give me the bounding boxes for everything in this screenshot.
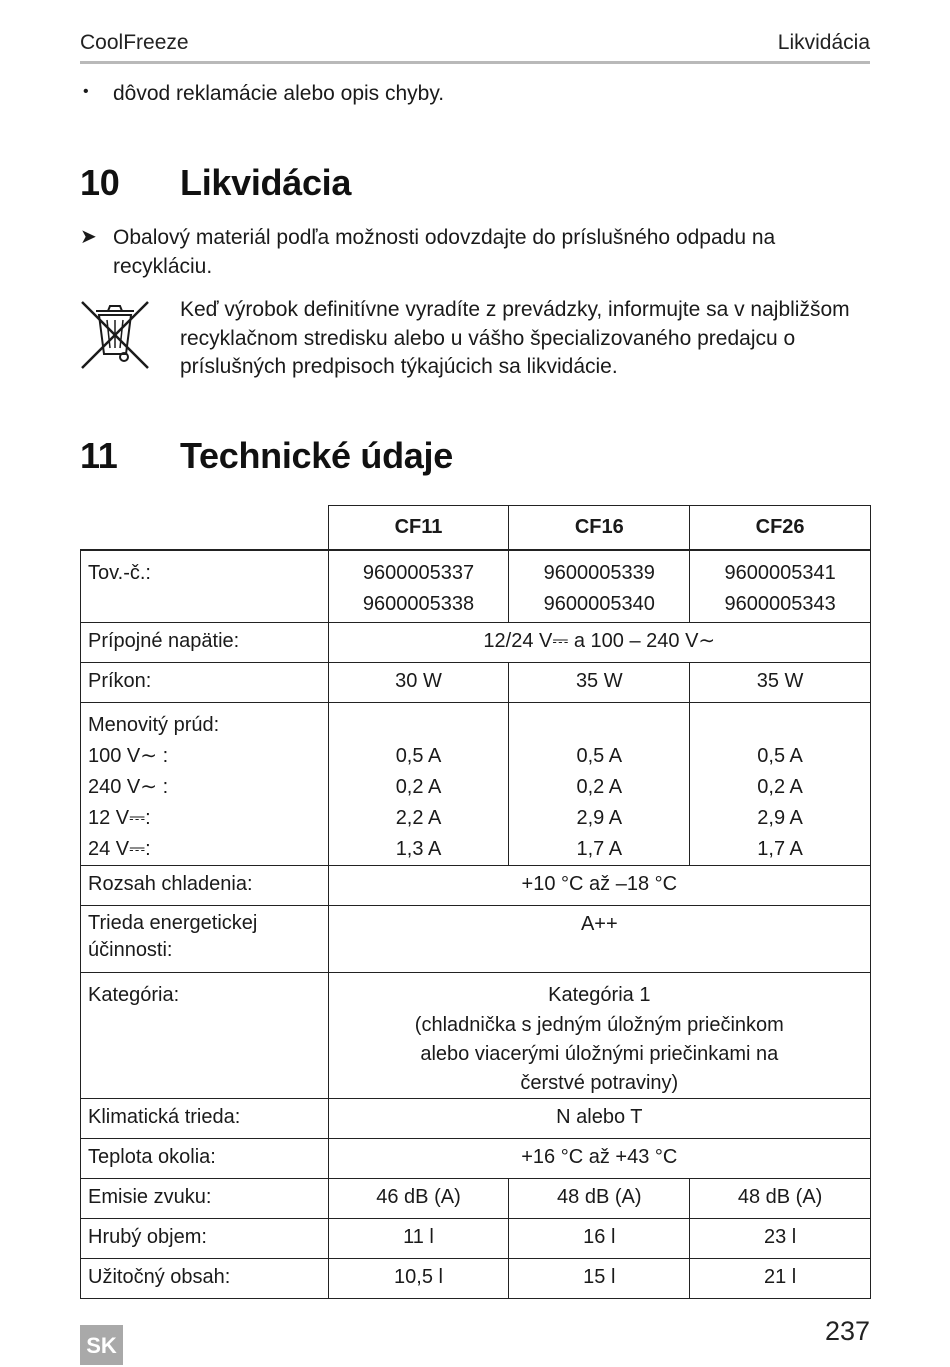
row-label: Prípojné napätie: — [81, 622, 329, 662]
row-label: Príkon: — [81, 662, 329, 702]
cell-line: 0,2 A — [576, 775, 623, 798]
cell-line: 0,5 A — [395, 744, 442, 767]
table-header-row — [81, 506, 871, 551]
cell-line: 1,7 A — [576, 837, 623, 860]
table-cell: 12/24 V⎓ a 100 – 240 V∼ — [328, 622, 870, 662]
cell-line: 9600005340 — [543, 593, 655, 615]
cell-line: 9600005343 — [724, 593, 836, 615]
table-cell: A++ — [328, 905, 870, 972]
section-number: 11 — [80, 435, 118, 476]
table-cell — [328, 702, 509, 865]
table-row-energy-class — [81, 905, 871, 972]
table-cell — [509, 550, 690, 622]
table-cell — [509, 702, 690, 865]
section-title: Likvidácia — [180, 162, 352, 203]
column-header-cf11: CF11 — [328, 506, 509, 551]
table-cell: +16 °C až +43 °C — [328, 1138, 870, 1178]
table-row-ambient-temperature — [81, 1138, 871, 1178]
table-row-power — [81, 662, 871, 702]
table-row-rated-current — [81, 702, 871, 865]
table-cell: 23 l — [690, 1218, 871, 1258]
table-row-noise — [81, 1178, 871, 1218]
table-cell — [328, 972, 870, 1098]
section-number: 10 — [80, 162, 120, 203]
cell-line: 9600005337 — [362, 562, 475, 584]
arrow-icon: ➤ — [80, 226, 97, 248]
row-label: Menovitý prúd: 100 V∼ : 240 V∼ : 12 V⎓: 24 V⎓: — [81, 702, 329, 865]
cell-line: 9600005339 — [543, 562, 655, 584]
cell-line: 1,3 A — [395, 837, 442, 860]
cell-line: 2,9 A — [576, 806, 623, 829]
page-number: 237 — [824, 1316, 870, 1346]
cell-line: 2,9 A — [757, 806, 803, 829]
table-cell — [328, 550, 509, 622]
section-title: Technické údaje — [180, 435, 453, 476]
table-cell: 21 l — [690, 1258, 871, 1298]
table-cell — [690, 550, 871, 622]
column-header-cf26: CF26 — [690, 506, 871, 551]
table-cell: 46 dB (A) — [328, 1178, 509, 1218]
table-cell: 48 dB (A) — [690, 1178, 871, 1218]
row-label: Trieda energetickej účinnosti: — [81, 905, 329, 972]
table-row-net-volume — [81, 1258, 871, 1298]
table-cell — [690, 702, 871, 865]
row-label: Tov.-č.: — [81, 550, 329, 622]
table-cell: 16 l — [509, 1218, 690, 1258]
table-cell: +10 °C až –18 °C — [328, 865, 870, 905]
row-label: Teplota okolia: — [81, 1138, 329, 1178]
table-cell: 35 W — [509, 662, 690, 702]
header-chapter-name: Likvidácia — [777, 31, 870, 54]
table-row-climate-class — [81, 1098, 871, 1138]
table-cell: N alebo T — [328, 1098, 870, 1138]
row-label: Emisie zvuku: — [81, 1178, 329, 1218]
column-header-cf16: CF16 — [509, 506, 690, 551]
header-divider — [80, 61, 870, 64]
cell-line: 9600005341 — [724, 562, 836, 584]
bullet-text: dôvod reklamácie alebo opis chyby. — [113, 82, 445, 105]
bullet-icon: • — [83, 83, 89, 100]
language-badge: SK — [80, 1325, 123, 1365]
cell-line: 1,7 A — [757, 837, 803, 860]
row-label: Klimatická trieda: — [81, 1098, 329, 1138]
table-row-voltage — [81, 622, 871, 662]
row-label: Užitočný obsah: — [81, 1258, 329, 1298]
table-row-gross-volume — [81, 1218, 871, 1258]
crossed-out-wheelie-bin-icon — [80, 298, 150, 370]
instruction-text: Obalový materiál podľa možnosti odovzdajte do príslušného odpadu na recykláciu. — [113, 226, 776, 278]
header-product-name: CoolFreeze — [80, 31, 189, 54]
disposal-note: Keď výrobok definitívne vyradíte z prevádzky, informujte sa v najbližšom recyklačnom stredisku alebo u vášho špecializovaného predajcu o príslušných predpisoch týkajúcich sa likvidácie. — [180, 298, 850, 378]
table-cell: 10,5 l — [328, 1258, 509, 1298]
table-corner-cell — [81, 506, 329, 551]
cell-note: (chladnička s jedným úložným priečinkom alebo viacerými úložnými priečinkami na čerstvé potraviny) — [414, 1013, 784, 1094]
cell-line: 2,2 A — [395, 806, 442, 829]
cell-line: 0,2 A — [395, 775, 442, 798]
cell-line: 9600005338 — [362, 593, 475, 615]
row-label: Kategória: — [81, 972, 329, 1098]
cell-line: 0,5 A — [757, 744, 803, 767]
table-cell: 11 l — [328, 1218, 509, 1258]
row-label: Rozsah chladenia: — [81, 865, 329, 905]
table-row-category — [81, 972, 871, 1098]
table-cell: 35 W — [690, 662, 871, 702]
cell-line: 0,5 A — [576, 744, 623, 767]
table-cell: 48 dB (A) — [509, 1178, 690, 1218]
cell-line: 0,2 A — [757, 775, 803, 798]
cell-line: Kategória 1 — [548, 983, 651, 1006]
table-cell: 30 W — [328, 662, 509, 702]
row-label: Hrubý objem: — [81, 1218, 329, 1258]
table-row-part-number — [81, 550, 871, 622]
table-row-cooling-range — [81, 865, 871, 905]
technical-data-table — [80, 505, 871, 1299]
table-cell: 15 l — [509, 1258, 690, 1298]
